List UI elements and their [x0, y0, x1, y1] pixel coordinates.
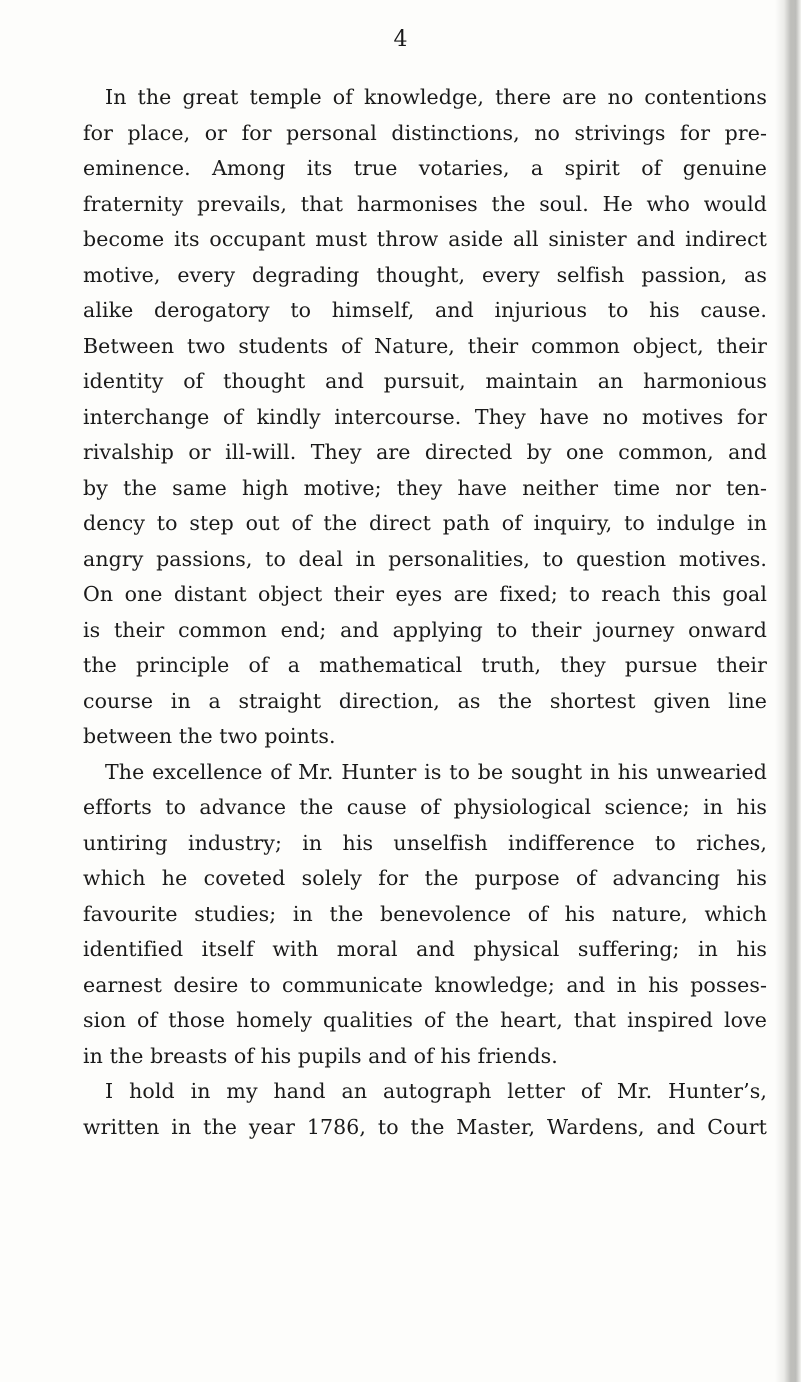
text-line: Between two students of Nature, their common object, their: [83, 333, 767, 358]
text-line: earnest desire to communicate knowledge; and in his posses-: [83, 972, 767, 997]
text-line: On one distant object their eyes are fixed; to reach this goal: [83, 582, 767, 606]
text-line: by the same high motive; they have neither time nor ten-: [83, 475, 767, 500]
text-line: between the two points.: [83, 724, 336, 748]
text-line: identified itself with moral and physical suffering; in his: [83, 937, 767, 961]
text-line: for place, or for personal distinctions, no strivings for pre-: [83, 120, 767, 145]
text-line: become its occupant must throw aside all sinister and indirect: [83, 227, 767, 251]
page-number: 4: [393, 27, 408, 52]
text-line: the principle of a mathematical truth, they pursue their: [83, 653, 767, 677]
text-line: identity of thought and pursuit, maintain an harmonious: [83, 369, 767, 393]
text-line: I hold in my hand an autograph letter of Mr. Hunter’s,: [105, 1079, 767, 1103]
text-line: In the great temple of knowledge, there are no contentions: [105, 85, 767, 109]
text-line: rivalship or ill-will. They are directed by one common, and: [83, 440, 767, 464]
text-line: dency to step out of the direct path of inquiry, to indulge in: [83, 511, 767, 535]
text-line: untiring industry; in his unselfish indifference to riches,: [83, 830, 767, 855]
text-line: course in a straight direction, as the shortest given line: [83, 688, 767, 713]
page-edge-shadow: [775, 0, 801, 1382]
text-line: written in the year 1786, to the Master, Wardens, and Court: [83, 1114, 767, 1139]
text-line: eminence. Among its true votaries, a spirit of genuine: [83, 156, 767, 180]
text-line: alike derogatory to himself, and injurious to his cause.: [83, 298, 767, 322]
text-line: efforts to advance the cause of physiological science; in his: [83, 795, 767, 819]
text-line: fraternity prevails, that harmonises the soul. He who would: [83, 191, 767, 216]
text-line: motive, every degrading thought, every selfish passion, as: [83, 262, 767, 287]
text-line: in the breasts of his pupils and of his friends.: [83, 1043, 558, 1068]
text-line: The excellence of Mr. Hunter is to be sought in his unwearied: [105, 759, 767, 784]
text-line: interchange of kindly intercourse. They have no motives for: [83, 404, 767, 429]
text-line: favourite studies; in the benevolence of his nature, which: [83, 901, 767, 926]
body-text: [83, 80, 767, 1145]
text-line: sion of those homely qualities of the heart, that inspired love: [83, 1008, 767, 1032]
text-line: angry passions, to deal in personalities, to question motives.: [83, 546, 767, 571]
text-line: is their common end; and applying to their journey onward: [83, 617, 767, 642]
text-line: which he coveted solely for the purpose of advancing his: [83, 866, 767, 890]
